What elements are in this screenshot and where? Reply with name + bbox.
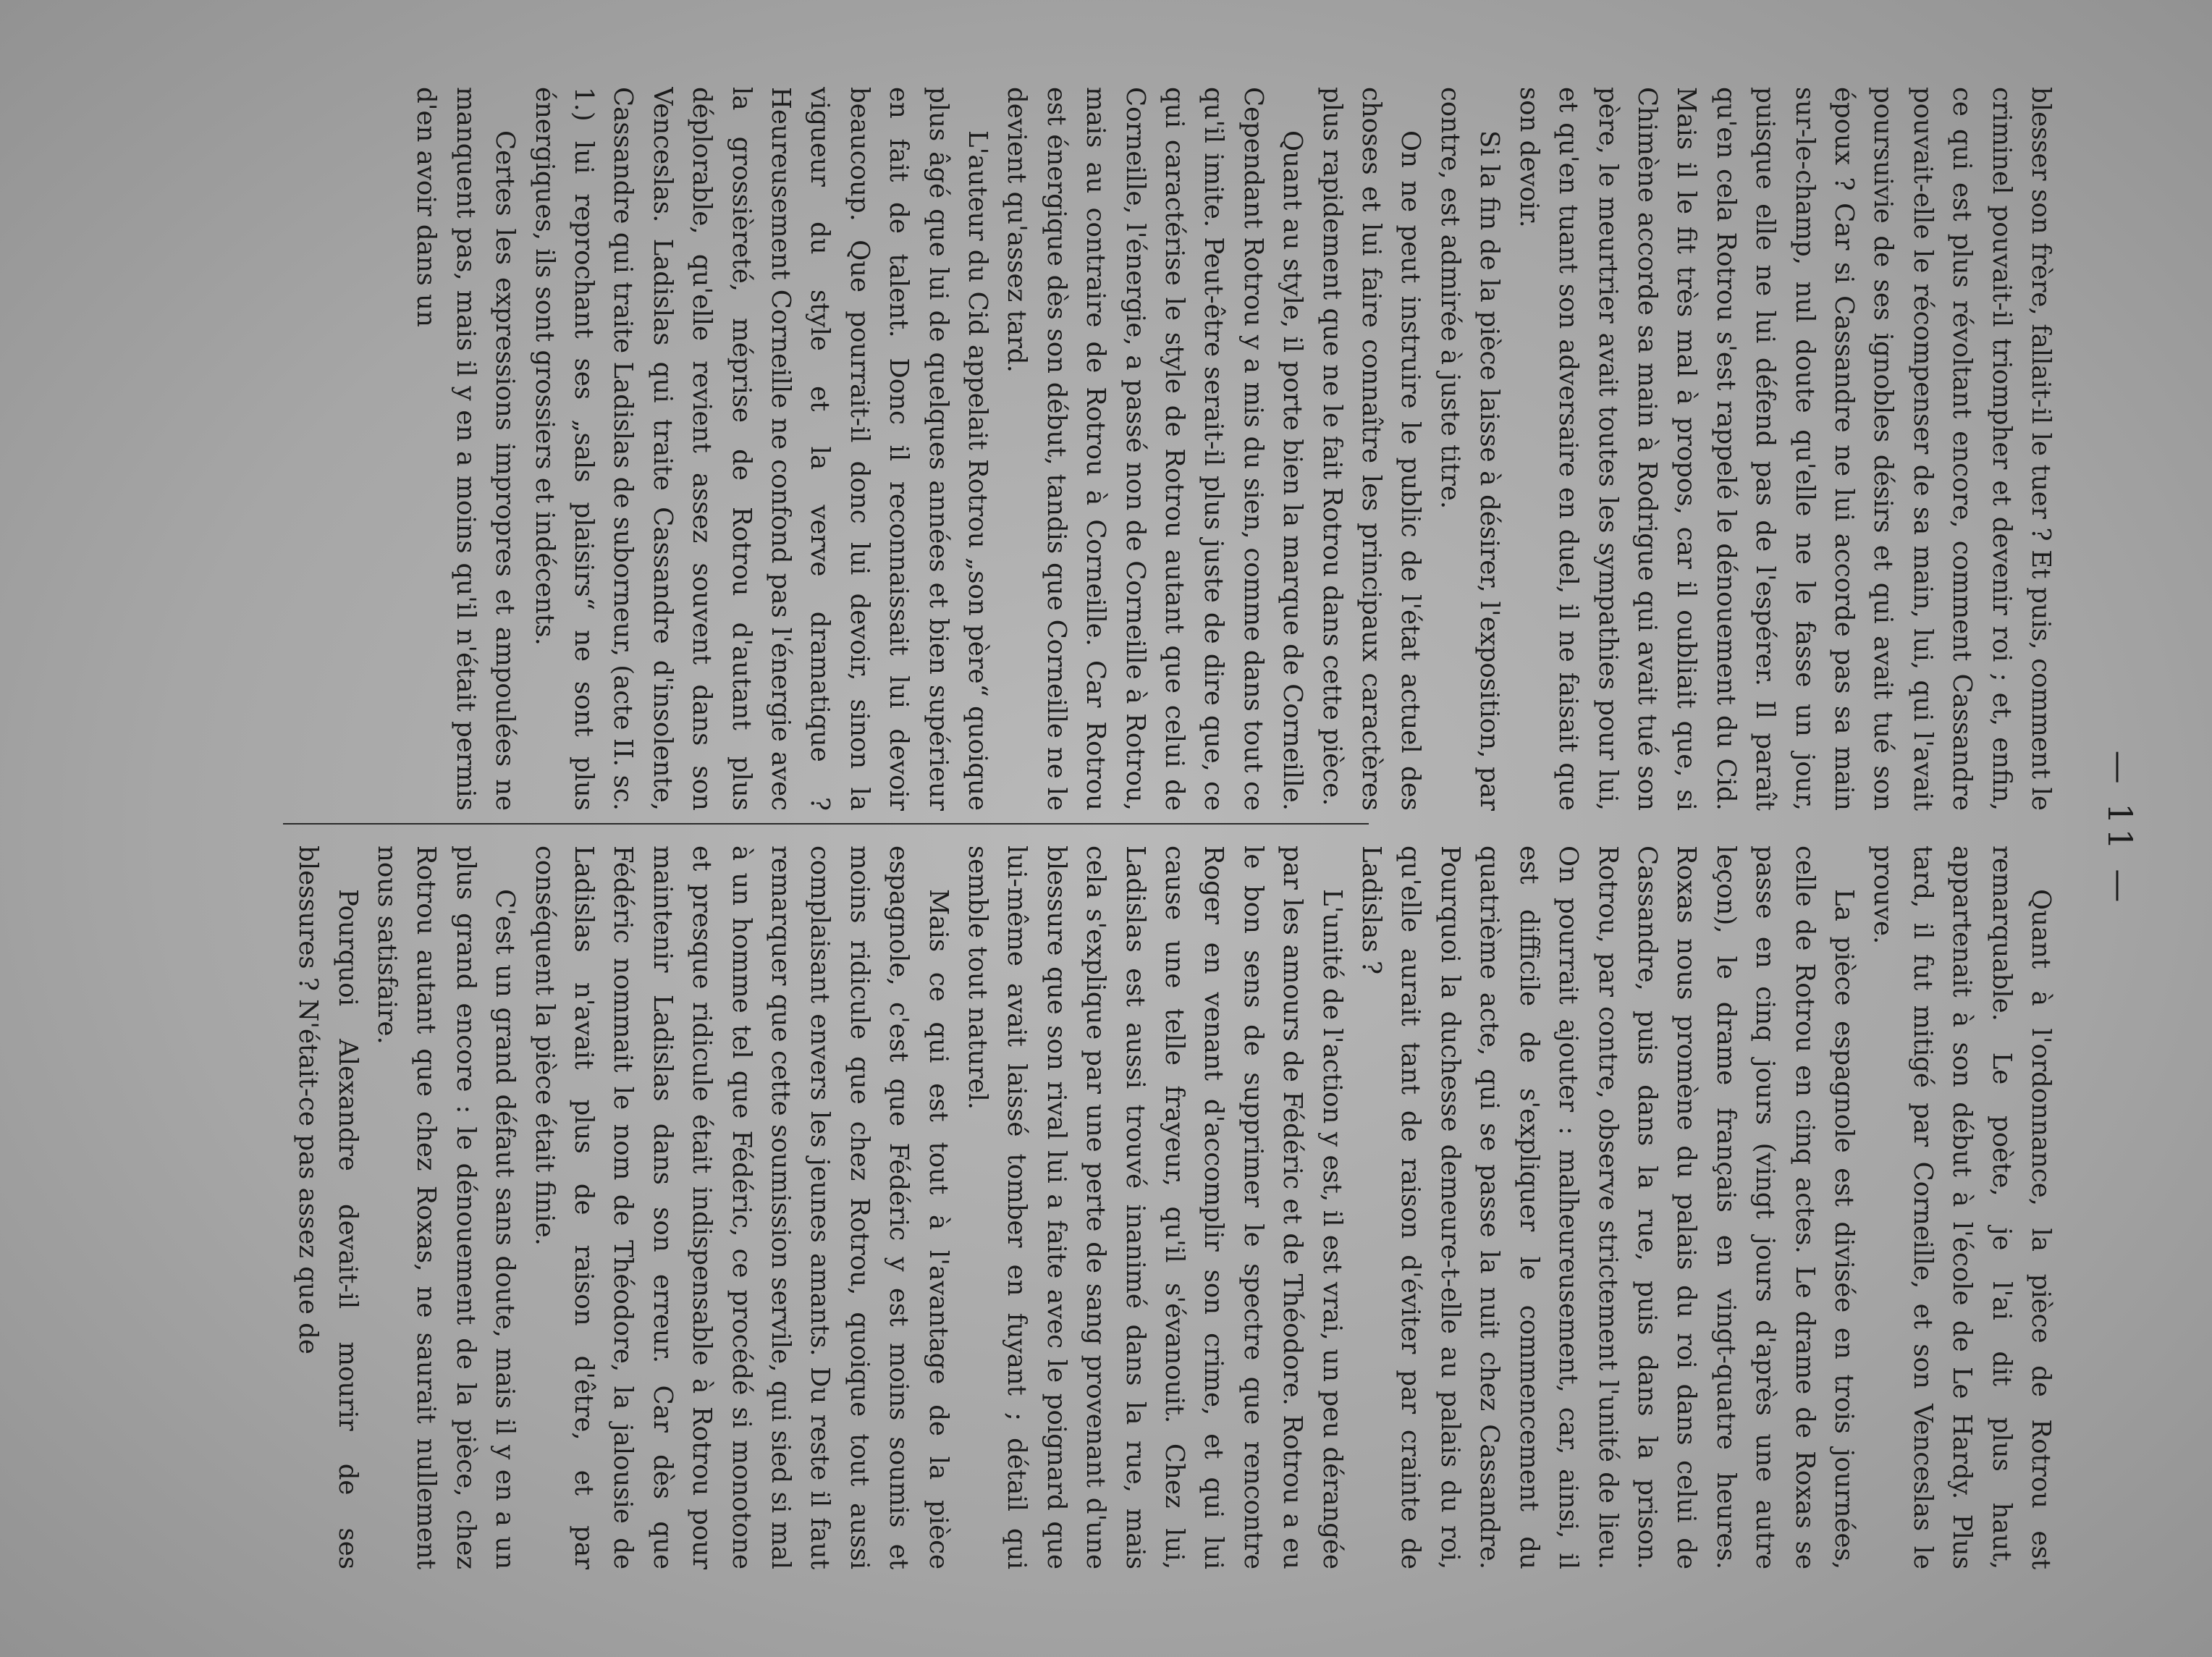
paragraph: Mais ce qui est tout à l'avantage de la pièce espagnole, c'est que Fédéric y est moins soumis et moins ridicule que chez Rotrou, quoique tout aussi complaisant envers les jeunes amants. Du reste il faut remarquer que cette soumission servile, qui sied si mal à un homme tel que Fédéric, ce procédé si monotone et presque ridicule était indispensable à Rotrou pour maintenir Ladislas dans son erreur. Car dès que Fédéric nommait le nom de Théodore, la jalousie de Ladislas n'avait plus de raison d'être, et par conséquent la pièce était finie. [529,846,953,1569]
paragraph: L'unité de l'action y est, il est vrai, un peu dérangée par les amours de Fédéric et de Théodore. Rotrou a eu le bon sens de supprimer le spectre que rencontre Roger en venant d'accomplir son crime, et qui lui cause une telle frayeur, qu'il s'évanouit. Chez lui, Ladislas est aussi trouvé inanimé dans la rue, mais cela s'explique par une perte de sang provenant d'une blessure que son rival lui a faite avec le poignard que lui-même avait laissé tomber en fuyant ; détail qui semble tout naturel. [963,846,1347,1569]
page-number: — 11 — [2101,750,2140,907]
column-divider [283,823,1369,825]
left-column [250,87,2060,811]
paragraph: L'auteur du Cid appelait Rotrou „son père“ quoique plus âgé que lui de quelques années et bien supérieur en fait de talent. Donc il reconnaissait lui devoir beaucoup. Que pourrait-il donc lui devoir, sinon la vigueur du style et la verve dramatique ? Heureusement Corneille ne confond pas l'énergie avec la grossièreté, méprise de Rotrou d'autant plus déplorable, qu'elle revient assez souvent dans son Venceslas. Ladislas qui traite Cassandre d'insolente, Cassandre qui traite Ladislas de suborneur, (acte II. sc. 1.) lui reprochant ses „sals plaisirs“ ne sont plus énergiques, ils sont grossiers et indécents. [529,87,993,811]
paragraph: blesser son frère, fallait-il le tuer ? Et puis, comment le criminel pouvait-il triompher et devenir roi ; et, enfin, ce qui est plus révoltant encore, comment Cassandre pouvait-elle le récompenser de sa main, lui, qui l'avait poursuivie de ses ignobles désirs et qui avait tué son époux ? Car si Cassandre ne lui accorde pas sa main sur-le-champ, nul doute qu'elle ne le fasse un jour, puisque elle ne lui défend pas de l'espérer. Il paraît qu'en cela Rotrou s'est rappelé le dénouement du Cid. Mais il le fit très mal à propos, car il oubliait que, si Chimène accorde sa main à Rodrigue qui avait tué son père, le meurtrier avait toutes les sympathies pour lui, et qu'en tuant son adversaire en duel, il ne faisait que son devoir. [1514,87,2056,811]
paragraph: La pièce espagnole est divisée en trois journées, celle de Rotrou en cinq actes. Le drame de Roxas se passe en cinq jours (vingt jours d'après une autre leçon), le drame français en vingt-quatre heures. Roxas nous promène du palais du roi dans celui de Cassandre, puis dans la rue, puis dans la prison. Rotrou, par contre, observe strictement l'unité de lieu. On pourrait ajouter : malheureusement, car, ainsi, il est difficile de s'expliquer le commencement du quatrième acte, qui se passe la nuit chez Cassandre. Pourquoi la duchesse demeure-t-elle au palais du roi, qu'elle aurait tant de raison d'éviter par crainte de Ladislas ? [1356,846,1859,1569]
right-column [250,846,2060,1569]
paragraph: Pourquoi Alexandre devait-il mourir de ses blessures ? N'était-ce pas assez que de [293,846,363,1569]
paragraph: Si la fin de la pièce laisse à désirer, l'exposition, par contre, est admirée à juste titre. [1435,87,1505,811]
paragraph: Quant à l'ordonnance, la pièce de Rotrou est remarquable. Le poète, je l'ai dit plus haut, appartenait à son début à l'école de Le Hardy. Plus tard, il fut mitigé par Corneille, et son Venceslas le prouve. [1868,846,2056,1569]
paragraph: Quant au style, il porte bien la marque de Corneille. Cependant Rotrou y a mis du sien, comme dans tout ce qu'il imite. Peut-être serait-il plus juste de dire que, ce qui caractérise le style de Rotrou autant que celui de Corneille, l'énergie, a passé non de Corneille à Rotrou, mais au contraire de Rotrou à Corneille. Car Rotrou est énergique dès son début, tandis que Corneille ne le devient qu'assez tard. [1002,87,1308,811]
paragraph: C'est un grand défaut sans doute, mais il y en a un plus grand encore : le dénouement de la pièce, chez Rotrou autant que chez Roxas, ne saurait nullement nous satisfaire. [371,846,520,1569]
paragraph: Certes les expressions impropres et ampoulées ne manquent pas, mais il y en a moins qu'il n'était permis d'en avoir dans un [411,87,520,811]
paragraph: On ne peut instruire le public de l'état actuel des choses et lui faire connaître les principaux caractères plus rapidement que ne le fait Rotrou dans cette pièce. [1317,87,1426,811]
